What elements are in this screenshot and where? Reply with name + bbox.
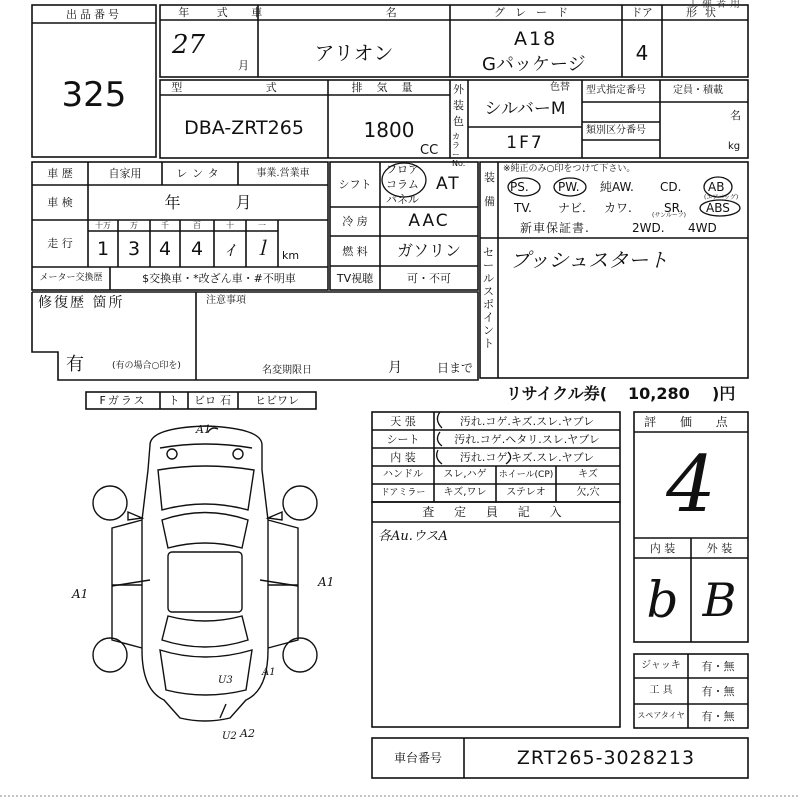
- condition-wheel-label: ホイール(CP): [498, 469, 554, 480]
- damage-left: A1: [72, 587, 89, 601]
- model-code-label: 型 式: [171, 81, 317, 94]
- mileage-digit-label-1: 十万: [95, 221, 111, 230]
- equipment-warranty: 新車保証書.: [520, 221, 590, 235]
- category-label: 類別区分番号: [586, 125, 646, 136]
- shift-label: シフト: [338, 178, 372, 191]
- mileage-label: 走 行: [47, 237, 73, 250]
- tool-spare-label: スペアタイヤ: [637, 711, 685, 720]
- condition-wheel-text: キズ: [578, 469, 598, 480]
- condition-ceiling-label: 天 張: [390, 414, 416, 428]
- mileage-digit-label-3: 千: [161, 221, 169, 230]
- grade-label: グレード: [494, 6, 578, 19]
- condition-interior-label: 内 装: [390, 450, 416, 464]
- equipment-alloy: 純AW.: [600, 180, 634, 194]
- damage-trunk: U3: [218, 675, 233, 686]
- exterior-color-label-3: 色: [453, 115, 464, 128]
- sales-point-label: セールスポイント: [483, 246, 494, 350]
- inspector-label: 査 定 員 記 入: [422, 505, 570, 519]
- equipment-label-1: 装: [484, 171, 495, 184]
- capacity-kg-unit: kg: [728, 141, 741, 152]
- condition-stereo-label: ステレオ: [506, 487, 546, 498]
- tv-label: TV視聴: [336, 271, 374, 285]
- transfer-deadline-label: 名変期限日: [262, 365, 312, 376]
- color-code: 1F7: [506, 132, 544, 153]
- lot-number-label: 出品番号: [66, 7, 122, 21]
- inspection-label: 車 検: [47, 196, 73, 209]
- equipment-label-2: 備: [484, 195, 495, 208]
- mileage-digit-label-5: 十: [226, 221, 234, 230]
- mileage-digit-3: 4: [158, 238, 172, 260]
- history-label: 車 歴: [47, 167, 73, 180]
- equipment-navi: ナビ.: [558, 201, 586, 215]
- exterior-grade-label: 外 装: [706, 541, 733, 555]
- color-name: シルバーM: [484, 98, 566, 119]
- grade-line2: Gパッケージ: [482, 54, 586, 75]
- model-name: アリオン: [314, 41, 394, 65]
- damage-front: A1: [196, 423, 211, 436]
- condition-interior-text: 汚れ.コゲ.キズ.スレ.ヤブレ: [459, 450, 595, 464]
- doors-label: ドア: [631, 6, 653, 19]
- glass-crack: ヒビワレ: [255, 394, 299, 407]
- lot-number: 325: [61, 75, 127, 115]
- equipment-pw: PW.: [558, 180, 580, 194]
- equipment-sunroof-note: (サンルーフ): [652, 212, 686, 219]
- displacement-value: 1800: [363, 118, 415, 142]
- repair-note: (有の場合○印を): [112, 361, 181, 371]
- equipment-sunroof: SR.: [664, 201, 684, 215]
- equipment-airbag-note: (エアバッグ): [704, 194, 739, 201]
- exterior-grade: B: [702, 573, 737, 627]
- history-option-private: 自家用: [108, 167, 142, 180]
- color-change-label: 色替: [550, 82, 570, 93]
- exterior-color-label-1: 外: [453, 83, 464, 96]
- damage-bumper-2: A2: [240, 727, 255, 740]
- body-type-label: 形状: [686, 6, 724, 19]
- equipment-tv: TV.: [514, 201, 532, 215]
- mileage-digit-label-4: 百: [193, 221, 201, 230]
- year-label: 年 式: [178, 6, 240, 19]
- glass-biro: ビロ: [194, 394, 216, 407]
- tool-tools-value: 有・無: [701, 684, 735, 698]
- inspector-note: 各Au.ウスA: [378, 529, 448, 544]
- equipment-4wd: 4WD: [688, 221, 717, 235]
- condition-handle-text: スレ,ハゲ: [443, 469, 487, 480]
- equipment-ps: PS.: [510, 180, 529, 194]
- evaluation-score: 4: [666, 440, 716, 530]
- mileage-digit-label-2: 万: [130, 221, 138, 230]
- equipment-airbag: AB: [708, 180, 725, 194]
- displacement-label: 排気量: [351, 81, 427, 94]
- chassis-label: 車台番号: [393, 751, 442, 765]
- meter-change-options: $交換車・*改ざん車・#不明車: [142, 272, 296, 285]
- model-name-label: 車 名: [251, 6, 457, 19]
- condition-ceiling-text: 汚れ.コゲ.キズ.スレ.ヤブレ: [459, 414, 595, 428]
- tool-tools-label: 工 具: [649, 685, 673, 696]
- mileage-digit-4: 4: [190, 238, 204, 260]
- shift-option-panel: パネル: [386, 193, 419, 206]
- mileage-digit-5: ｨ: [225, 238, 235, 260]
- shift-value: AT: [436, 174, 461, 194]
- chassis-number: ZRT265-3028213: [516, 746, 696, 769]
- exterior-color-label-4: カラーNo.: [452, 132, 466, 168]
- fuel-value: ガソリン: [396, 241, 461, 260]
- notes-label: 注意事項: [206, 295, 246, 306]
- displacement-unit: CC: [420, 143, 439, 158]
- damage-right: A1: [318, 575, 335, 589]
- recycle-amount: 10,280: [628, 384, 690, 403]
- tool-jack-value: 有・無: [701, 659, 735, 673]
- equipment-abs: ABS: [706, 201, 730, 215]
- ac-value: AAC: [408, 211, 450, 231]
- shift-option-column: コラム: [386, 178, 419, 191]
- sales-point-text: プッシュスタート: [510, 248, 669, 272]
- condition-stereo-text: 欠,穴: [576, 487, 600, 498]
- ac-label: 冷 房: [342, 215, 368, 228]
- capacity-label: 定員・積載: [673, 85, 723, 96]
- organizer-use-label: 工催者用: [688, 0, 744, 10]
- tool-jack-label: ジャッキ: [641, 660, 681, 671]
- inspection-value: 年 月: [164, 192, 252, 212]
- repair-value: 有: [66, 354, 84, 375]
- glass-to: ト: [168, 394, 180, 407]
- glass-label: Fガラス: [99, 394, 147, 407]
- tv-value: 可・不可: [407, 271, 451, 285]
- evaluation-label: 評 価 点: [644, 415, 738, 429]
- grade-line1: A18: [514, 28, 558, 50]
- interior-grade-label: 内 装: [649, 541, 676, 555]
- shift-option-floor: フロア: [386, 163, 419, 176]
- year-month-unit: 月: [238, 59, 249, 72]
- repair-label: 修復歴 箇所: [38, 295, 125, 311]
- capacity-persons-unit: 名: [730, 109, 741, 122]
- mileage-digit-1: 1: [96, 238, 110, 260]
- exterior-color-label-2: 装: [453, 99, 464, 112]
- doors-value: 4: [635, 41, 649, 65]
- model-code: DBA-ZRT265: [184, 116, 304, 139]
- equipment-note: ※純正のみ○印をつけて下さい。: [503, 164, 636, 174]
- damage-rear-right: A1: [262, 667, 276, 678]
- condition-seat-label: シート: [386, 432, 420, 446]
- year-value: 27: [172, 30, 206, 60]
- fuel-label: 燃 料: [342, 244, 368, 258]
- glass-stone: 石: [220, 394, 231, 407]
- condition-mirror-text: キズ,ワレ: [443, 487, 487, 498]
- condition-handle-label: ハンドル: [383, 469, 423, 480]
- mileage-digit-label-6: 一: [258, 221, 266, 230]
- mileage-unit: km: [282, 249, 300, 262]
- condition-seat-text: 汚れ.コゲ.ヘタリ.スレ.ヤブレ: [454, 432, 600, 446]
- history-option-rental: レンタ: [176, 167, 224, 180]
- recycle-label: リサイクル券(: [506, 384, 608, 403]
- mileage-digit-2: 3: [127, 238, 141, 260]
- transfer-day: 日まで: [437, 361, 474, 375]
- history-option-business: 事業.営業車: [256, 167, 310, 179]
- transfer-month: 月: [388, 360, 402, 376]
- recycle-unit: )円: [712, 384, 736, 403]
- condition-mirror-label: ドアミラー: [380, 487, 426, 498]
- type-designation-label: 型式指定番号: [586, 85, 646, 96]
- equipment-leather: カワ.: [604, 201, 632, 215]
- meter-change-label: メーター交換歴: [39, 273, 103, 283]
- interior-grade: b: [646, 571, 679, 629]
- equipment-2wd: 2WD.: [632, 221, 665, 235]
- mileage-digit-6: ｌ: [252, 238, 272, 260]
- equipment-cd: CD.: [660, 180, 682, 194]
- damage-bumper-1: U2: [222, 731, 237, 742]
- tool-spare-value: 有・無: [701, 709, 735, 723]
